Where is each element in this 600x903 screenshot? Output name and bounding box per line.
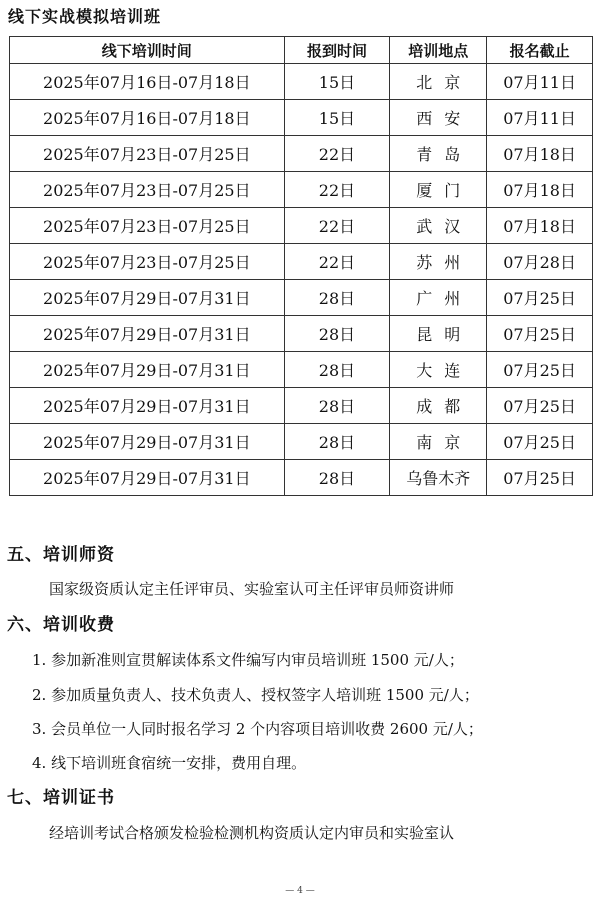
teachers-heading: 五、培训师资 bbox=[7, 545, 115, 565]
table-row bbox=[10, 64, 593, 100]
deadline-cell: 07月18日 bbox=[487, 172, 593, 208]
training-time-cell: 2025年07月29日-07月31日 bbox=[10, 460, 285, 496]
location-cell: 成都 bbox=[390, 388, 487, 424]
location-cell: 广州 bbox=[390, 280, 487, 316]
certificate-text: 经培训考试合格颁发检验检测机构资质认定内审员和实验室认 bbox=[49, 824, 455, 842]
deadline-cell: 07月25日 bbox=[487, 352, 593, 388]
checkin-time-cell: 22日 bbox=[284, 208, 390, 244]
location-cell: 昆明 bbox=[390, 316, 487, 352]
deadline-cell: 07月25日 bbox=[487, 460, 593, 496]
training-time-cell: 2025年07月29日-07月31日 bbox=[10, 352, 285, 388]
location-cell: 南京 bbox=[390, 424, 487, 460]
page-number: — 4 — bbox=[285, 886, 315, 896]
header-deadline: 报名截止 bbox=[487, 37, 593, 64]
table-row bbox=[10, 460, 593, 496]
table-row bbox=[10, 388, 593, 424]
header-training-time: 线下培训时间 bbox=[10, 37, 285, 64]
training-time-cell: 2025年07月23日-07月25日 bbox=[10, 244, 285, 280]
location-cell: 武汉 bbox=[390, 208, 487, 244]
deadline-cell: 07月18日 bbox=[487, 208, 593, 244]
training-time-cell: 2025年07月29日-07月31日 bbox=[10, 388, 285, 424]
table-row bbox=[10, 352, 593, 388]
fee-item-3: 3. 会员单位一人同时报名学习 2 个内容项目培训收费 2600 元/人； bbox=[32, 720, 483, 738]
location-cell: 乌鲁木齐 bbox=[390, 460, 487, 496]
training-time-cell: 2025年07月16日-07月18日 bbox=[10, 100, 285, 136]
location-cell: 厦门 bbox=[390, 172, 487, 208]
fee-item-4: 4. 线下培训班食宿统一安排，费用自理。 bbox=[32, 754, 307, 772]
deadline-cell: 07月25日 bbox=[487, 316, 593, 352]
checkin-time-cell: 28日 bbox=[284, 388, 390, 424]
table-body bbox=[10, 64, 593, 496]
checkin-time-cell: 28日 bbox=[284, 352, 390, 388]
checkin-time-cell: 22日 bbox=[284, 136, 390, 172]
table-row bbox=[10, 244, 593, 280]
teachers-text: 国家级资质认定主任评审员、实验室认可主任评审员师资讲师 bbox=[49, 580, 455, 598]
section-title: 线下实战模拟培训班 bbox=[8, 7, 162, 26]
table-row bbox=[10, 424, 593, 460]
location-cell: 苏州 bbox=[390, 244, 487, 280]
table-row bbox=[10, 136, 593, 172]
checkin-time-cell: 28日 bbox=[284, 316, 390, 352]
certificate-heading: 七、培训证书 bbox=[7, 788, 115, 808]
location-cell: 大连 bbox=[390, 352, 487, 388]
checkin-time-cell: 28日 bbox=[284, 460, 390, 496]
training-schedule-table bbox=[9, 36, 593, 496]
training-time-cell: 2025年07月29日-07月31日 bbox=[10, 316, 285, 352]
fee-item-2: 2. 参加质量负责人、技术负责人、授权签字人培训班 1500 元/人； bbox=[32, 686, 479, 704]
table-row bbox=[10, 280, 593, 316]
training-time-cell: 2025年07月23日-07月25日 bbox=[10, 208, 285, 244]
checkin-time-cell: 15日 bbox=[284, 64, 390, 100]
deadline-cell: 07月18日 bbox=[487, 136, 593, 172]
fees-heading: 六、培训收费 bbox=[7, 615, 115, 635]
deadline-cell: 07月11日 bbox=[487, 100, 593, 136]
fee-item-1: 1. 参加新准则宣贯解读体系文件编写内审员培训班 1500 元/人； bbox=[32, 651, 464, 669]
table-row bbox=[10, 316, 593, 352]
header-checkin-time: 报到时间 bbox=[284, 37, 390, 64]
deadline-cell: 07月25日 bbox=[487, 280, 593, 316]
checkin-time-cell: 22日 bbox=[284, 244, 390, 280]
deadline-cell: 07月25日 bbox=[487, 424, 593, 460]
table-row bbox=[10, 208, 593, 244]
table-header-row bbox=[10, 37, 593, 64]
training-time-cell: 2025年07月29日-07月31日 bbox=[10, 424, 285, 460]
location-cell: 青岛 bbox=[390, 136, 487, 172]
deadline-cell: 07月25日 bbox=[487, 388, 593, 424]
checkin-time-cell: 28日 bbox=[284, 280, 390, 316]
location-cell: 北京 bbox=[390, 64, 487, 100]
header-location: 培训地点 bbox=[390, 37, 487, 64]
deadline-cell: 07月11日 bbox=[487, 64, 593, 100]
training-time-cell: 2025年07月16日-07月18日 bbox=[10, 64, 285, 100]
training-time-cell: 2025年07月23日-07月25日 bbox=[10, 136, 285, 172]
table-row bbox=[10, 100, 593, 136]
checkin-time-cell: 28日 bbox=[284, 424, 390, 460]
table-row bbox=[10, 172, 593, 208]
training-time-cell: 2025年07月23日-07月25日 bbox=[10, 172, 285, 208]
deadline-cell: 07月28日 bbox=[487, 244, 593, 280]
checkin-time-cell: 15日 bbox=[284, 100, 390, 136]
training-time-cell: 2025年07月29日-07月31日 bbox=[10, 280, 285, 316]
checkin-time-cell: 22日 bbox=[284, 172, 390, 208]
location-cell: 西安 bbox=[390, 100, 487, 136]
